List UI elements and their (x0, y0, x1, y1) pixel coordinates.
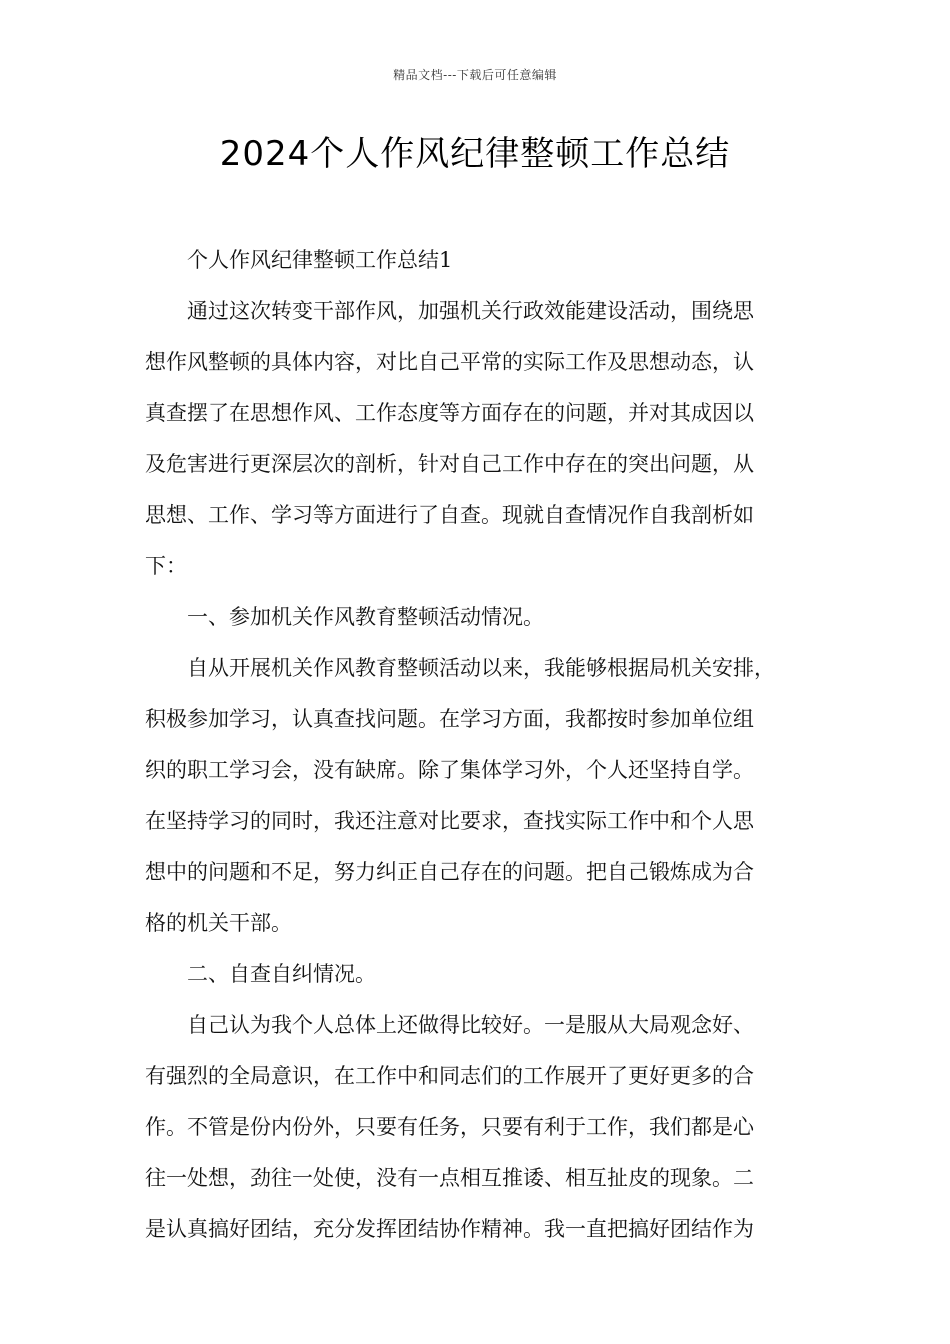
section-heading-2 (145, 949, 807, 1000)
text-line: 在坚持学习的同时，我还注意对比要求，查找实际工作中和个人思 (145, 809, 754, 833)
text-line: 积极参加学习，认真查找问题。在学习方面，我都按时参加单位组 (145, 707, 754, 731)
text-line: 是认真搞好团结，充分发挥团结协作精神。我一直把搞好团结作为 (145, 1217, 754, 1241)
document-body (145, 235, 807, 1255)
text-line: 及危害进行更深层次的剖析，针对自己工作中存在的突出问题，从 (145, 452, 754, 476)
text-line: 通过这次转变干部作风，加强机关行政效能建设活动，围绕思 (187, 299, 754, 323)
text-line: 有强烈的全局意识，在工作中和同志们的工作展开了更好更多的合 (145, 1064, 754, 1088)
text-line: 下： (145, 554, 187, 578)
text-line: 想中的问题和不足，努力纠正自己存在的问题。把自己锻炼成为合 (145, 860, 754, 884)
section-subtitle (145, 235, 807, 286)
text-line: 往一处想，劲往一处使，没有一点相互推诿、相互扯皮的现象。二 (145, 1166, 754, 1190)
text-line: 个人作风纪律整顿工作总结1 (187, 248, 453, 272)
text-line: 格的机关干部。 (145, 911, 292, 935)
document-title: 2024个人作风纪律整顿工作总结 (219, 134, 731, 174)
paragraph-intro (145, 286, 807, 592)
text-line: 自从开展机关作风教育整顿活动以来，我能够根据局机关安排， (187, 656, 775, 680)
text-line: 自己认为我个人总体上还做得比较好。一是服从大局观念好、 (187, 1013, 754, 1037)
text-line: 作。不管是份内份外，只要有任务，只要有利于工作，我们都是心 (145, 1115, 754, 1139)
text-line: 织的职工学习会，没有缺席。除了集体学习外，个人还坚持自学。 (145, 758, 754, 782)
text-line: 一、参加机关作风教育整顿活动情况。 (187, 605, 544, 629)
paragraph-study (145, 643, 807, 949)
header-note: 精品文档---下载后可任意编辑 (393, 68, 557, 82)
paragraph-self-check (145, 1000, 807, 1255)
text-line: 想作风整顿的具体内容，对比自己平常的实际工作及思想动态，认 (145, 350, 754, 374)
text-line: 二、自查自纠情况。 (187, 962, 376, 986)
section-heading-1 (145, 592, 807, 643)
text-line: 思想、工作、学习等方面进行了自查。现就自查情况作自我剖析如 (145, 503, 754, 527)
text-line: 真查摆了在思想作风、工作态度等方面存在的问题，并对其成因以 (145, 401, 754, 425)
